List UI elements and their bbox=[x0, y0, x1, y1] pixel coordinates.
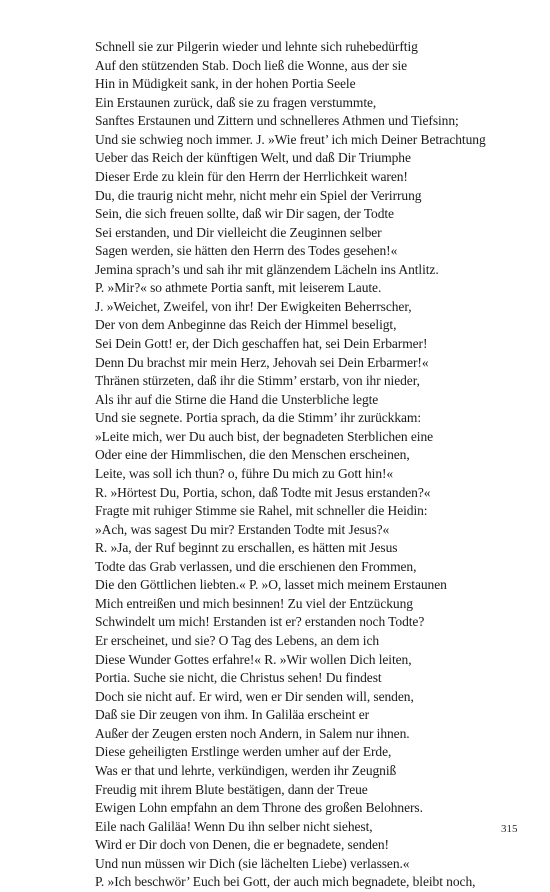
verse-line: Doch sie nicht auf. Er wird, wen er Dir senden will, senden, bbox=[95, 688, 414, 704]
verse-line: Auf den stützenden Stab. Doch ließ die Wonne, aus der sie bbox=[95, 57, 408, 73]
verse-line: Er erscheinet, und sie? O Tag des Lebens, an dem ich bbox=[95, 633, 380, 648]
verse-line: Du, die traurig nicht mehr, nicht mehr ein Spiel der Verirrung bbox=[95, 187, 422, 203]
verse-line: Ein Erstaunen zurück, daß sie zu fragen verstummte, bbox=[95, 94, 377, 110]
verse-line: »Ach, was sagest Du mir? Erstanden Todte mit Jesus?« bbox=[95, 521, 390, 537]
verse-line: Sagen werden, sie hätten den Herrn des Todes gesehen!« bbox=[95, 243, 398, 259]
verse-line: P. »Ich beschwör’ Euch bei Gott, der auch mich begnadete, bleibt noch, bbox=[95, 874, 476, 890]
verse-line: P. »Mir?« so athmete Portia sanft, mit leiserem Laute. bbox=[95, 280, 382, 296]
verse-line: Ewigen Lohn empfahn an dem Throne des großen Belohners. bbox=[95, 800, 423, 816]
verse-line: Die den Göttlichen liebten.« P. »O, lasset mich meinem Erstaunen bbox=[95, 577, 447, 593]
verse-line: J. »Weichet, Zweifel, von ihr! Der Ewigkeiten Beherrscher, bbox=[95, 298, 412, 314]
verse-line: Und sie segnete. Portia sprach, da die Stimm’ ihr zurückkam: bbox=[95, 410, 421, 426]
verse-line: Daß sie Dir zeugen von ihm. In Galiläa erscheint er bbox=[95, 707, 370, 723]
verse-line: Was er that und lehrte, verkündigen, werden ihr Zeugniß bbox=[95, 762, 397, 778]
verse-line: Thränen stürzeten, daß ihr die Stimm’ erstarb, von ihr nieder, bbox=[95, 373, 420, 389]
verse-line: Schnell sie zur Pilgerin wieder und lehnte sich ruhebedürftig bbox=[95, 39, 418, 54]
verse-line: Sein, die sich freuen sollte, daß wir Dir sagen, der Todte bbox=[95, 206, 394, 222]
verse-line: Ueber das Reich der künftigen Welt, und daß Dir Triumphe bbox=[95, 150, 411, 166]
verse-line: R. »Ja, der Ruf beginnt zu erschallen, es hätten mit Jesus bbox=[95, 540, 398, 556]
verse-line: Schwindelt um mich! Erstanden ist er? erstanden noch Todte? bbox=[95, 614, 425, 630]
verse-line: Sei Dein Gott! er, der Dich geschaffen hat, sei Dein Erbarmer! bbox=[95, 336, 428, 351]
verse-line: Freudig mit ihrem Blute bestätigen, dann der Treue bbox=[95, 781, 368, 797]
verse-line: Hin in Müdigkeit sank, in der hohen Portia Seele bbox=[95, 76, 356, 92]
verse-line: »Leite mich, wer Du auch bist, der begnadeten Sterblichen eine bbox=[95, 428, 434, 444]
verse-line: Der von dem Anbeginne das Reich der Himmel beseligt, bbox=[95, 317, 397, 333]
verse-line: Oder eine der Himmlischen, die den Menschen erscheinen, bbox=[95, 447, 410, 463]
page-number: 315 bbox=[501, 823, 518, 835]
verse-line: Todte das Grab verlassen, und die erschienen den Frommen, bbox=[95, 558, 417, 574]
verse-line: Und nun müssen wir Dich (sie lächelten Liebe) verlassen.« bbox=[95, 855, 410, 871]
verse-line: Jemina sprach’s und sah ihr mit glänzendem Lächeln ins Antlitz. bbox=[95, 261, 439, 277]
verse-line: Sei erstanden, und Dir vielleicht die Zeuginnen selber bbox=[95, 224, 382, 240]
verse-line: Leite, was soll ich thun? o, führe Du mich zu Gott hin!« bbox=[95, 465, 394, 481]
verse-line: Und sie schwieg noch immer. J. »Wie freut’ ich mich Deiner Betrachtung bbox=[95, 131, 486, 147]
verse-line: Als ihr auf die Stirne die Hand die Unsterbliche legte bbox=[95, 391, 379, 407]
verse-line: Diese geheiligten Erstlinge werden umher auf der Erde, bbox=[95, 744, 392, 760]
verse-line: Diese Wunder Gottes erfahre!« R. »Wir wollen Dich leiten, bbox=[95, 651, 412, 667]
verse-line: Eile nach Galiläa! Wenn Du ihn selber nicht siehest, bbox=[95, 818, 373, 834]
verse-line: Denn Du brachst mir mein Herz, Jehovah sei Dein Erbarmer!« bbox=[95, 354, 429, 370]
verse-line: Wird er Dir doch von Denen, die er begnadete, senden! bbox=[95, 837, 389, 853]
verse-text-block bbox=[95, 38, 530, 892]
verse-line: Außer der Zeugen ersten noch Andern, in Salem nur ihnen. bbox=[95, 725, 410, 741]
verse-line: Sanftes Erstaunen und Zittern und schnelleres Athmen und Tiefsinn; bbox=[95, 113, 459, 129]
verse-line: R. »Hörtest Du, Portia, schon, daß Todte mit Jesus erstanden?« bbox=[95, 484, 431, 500]
verse-line: Portia. Suche sie nicht, die Christus sehen! Du findest bbox=[95, 670, 382, 686]
verse-line: Dieser Erde zu klein für den Herrn der Herrlichkeit waren! bbox=[95, 168, 408, 184]
verse-line: Mich entreißen und mich besinnen! Zu viel der Entzückung bbox=[95, 595, 413, 611]
verse-line: Fragte mit ruhiger Stimme sie Rahel, mit schneller die Heidin: bbox=[95, 503, 428, 519]
